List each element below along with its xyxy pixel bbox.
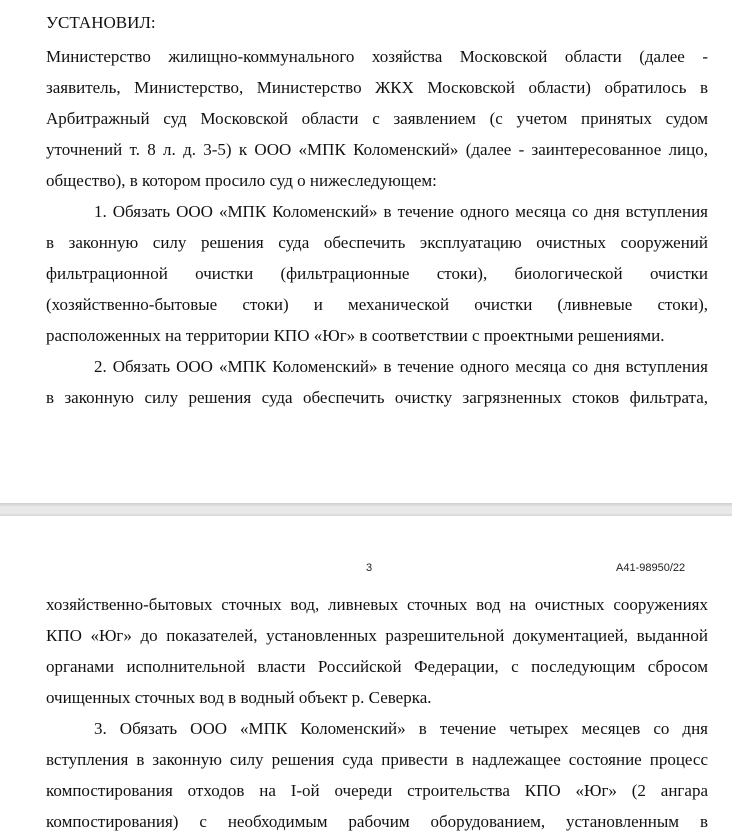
- list-item-2-line: органами исполнительной власти Российской Федерации, с последующим сбросом: [46, 657, 708, 676]
- paragraph-line: заявитель, Министерство, Министерство ЖКХ Московской области) обратилось в: [46, 78, 708, 97]
- list-item-1-line: расположенных на территории КПО «Юг» в соответствии с проектными решениями.: [46, 326, 665, 345]
- page-number: 3: [366, 562, 373, 574]
- list-item-3-line: 3. Обязать ООО «МПК Коломенский» в течение четырех месяцев со дня: [94, 719, 708, 738]
- list-item-2-line: очищенных сточных вод в водный объект р. Северка.: [46, 688, 432, 707]
- list-item-1-line: (хозяйственно-бытовые стоки) и механической очистки (ливневые стоки),: [46, 295, 708, 314]
- list-item-3-line: компостирования) с необходимым рабочим оборудованием, установленным в: [46, 812, 708, 831]
- list-item-3-line: компостирования отходов на I-ой очереди строительства КПО «Юг» (2 ангара: [46, 781, 708, 800]
- list-item-1-line: 1. Обязать ООО «МПК Коломенский» в течение одного месяца со дня вступления: [94, 202, 708, 221]
- paragraph-line: Министерство жилищно-коммунального хозяйства Московской области (далее -: [46, 47, 708, 66]
- list-item-2-line: КПО «Юг» до показателей, установленных разрешительной документацией, выданной: [46, 626, 708, 645]
- page-separator: [0, 503, 732, 516]
- list-item-3-line: вступления в законную силу решения суда привести в надлежащее состояние процесс: [46, 750, 708, 769]
- section-heading: УСТАНОВИЛ:: [46, 13, 156, 32]
- list-item-2-line: в законную силу решения суда обеспечить очистку загрязненных стоков фильтрата,: [46, 388, 708, 407]
- paragraph-line: общество), в котором просило суд о нижеследующем:: [46, 171, 437, 190]
- list-item-2-line: хозяйственно-бытовых сточных вод, ливневых сточных вод на очистных сооружениях: [46, 595, 708, 614]
- list-item-1-line: в законную силу решения суда обеспечить эксплуатацию очистных сооружений: [46, 233, 708, 252]
- paragraph-line: уточнений т. 8 л. д. 3-5) к ООО «МПК Коломенский» (далее - заинтересованное лицо,: [46, 140, 708, 159]
- paragraph-line: Арбитражный суд Московской области с заявлением (с учетом принятых судом: [46, 109, 708, 128]
- list-item-1-line: фильтрационной очистки (фильтрационные стоки), биологической очистки: [46, 264, 708, 283]
- case-number: А41-98950/22: [616, 562, 686, 574]
- list-item-2-line: 2. Обязать ООО «МПК Коломенский» в течение одного месяца со дня вступления: [94, 357, 708, 376]
